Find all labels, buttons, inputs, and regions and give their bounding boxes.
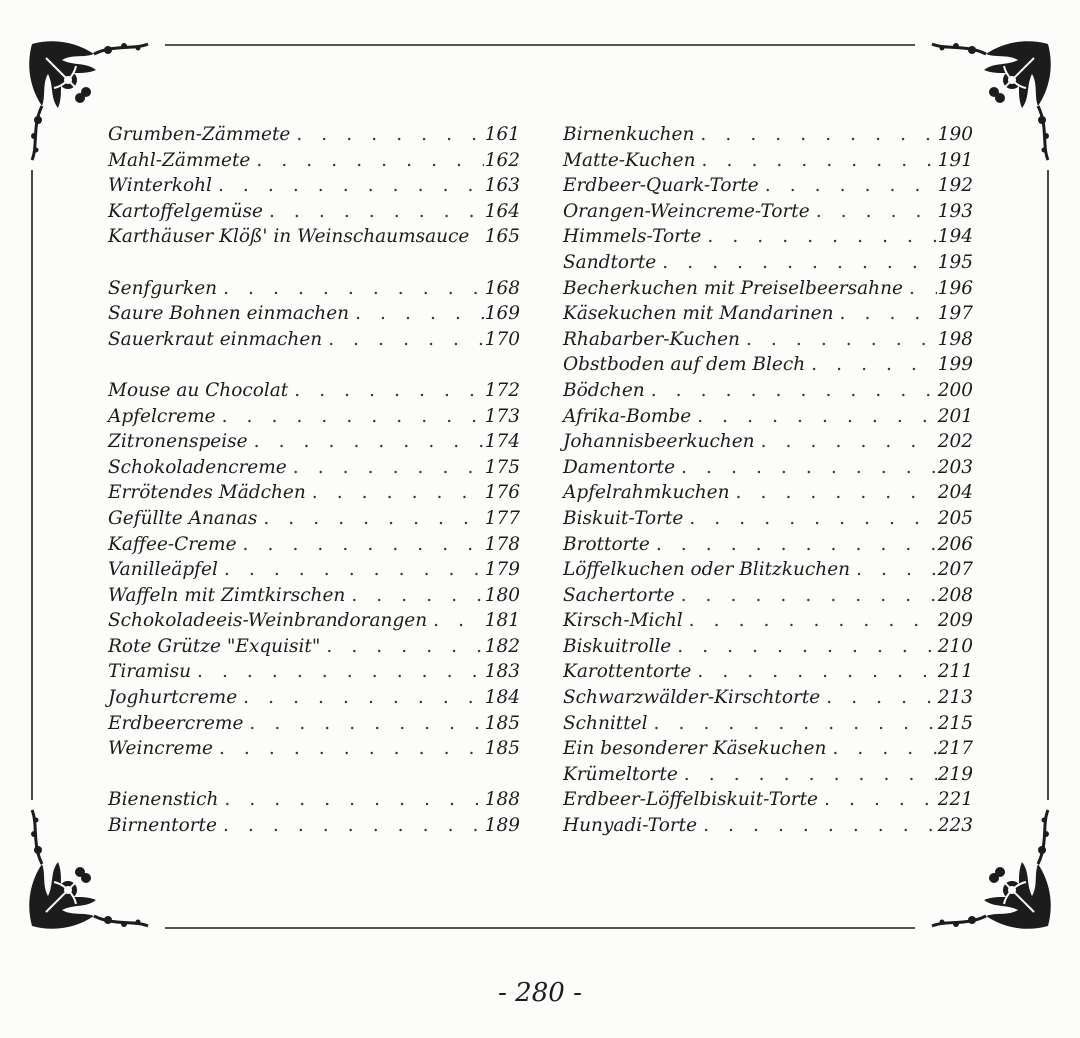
entry-page: 215 [937, 712, 973, 734]
entry-title: Hunyadi-Torte [563, 815, 698, 837]
toc-entry [108, 173, 520, 199]
entry-title: Vanilleäpfel [108, 559, 218, 581]
toc-entry [108, 583, 520, 609]
dot-leader [217, 276, 484, 302]
dot-leader [213, 736, 484, 762]
toc-entry [108, 532, 520, 558]
entry-title: Apfelcreme [108, 405, 216, 427]
entry-page: 203 [937, 456, 973, 478]
toc-entry [563, 429, 973, 455]
entry-title: Brottorte [563, 533, 650, 555]
toc-entry [563, 148, 973, 174]
dot-leader [212, 173, 484, 199]
entry-title: Erdbeercreme [108, 712, 244, 734]
dot-leader [675, 455, 937, 481]
entry-page: 200 [937, 379, 973, 401]
entry-title: Sauerkraut einmachen [108, 328, 323, 350]
entry-page: 169 [484, 303, 520, 325]
entry-page: 210 [937, 635, 973, 657]
dot-leader [345, 583, 484, 609]
entry-page: 174 [484, 431, 520, 453]
entry-page: 202 [937, 431, 973, 453]
entry-title: Johannisbeerkuchen [563, 431, 755, 453]
toc-entry [108, 276, 520, 302]
dot-leader [759, 173, 937, 199]
dot-leader [696, 148, 937, 174]
toc-entry [563, 762, 973, 788]
entry-title: Sandtorte [563, 251, 657, 273]
entry-title: Mahl-Zämmete [108, 149, 251, 171]
dot-leader [243, 711, 484, 737]
entry-page: 176 [484, 482, 520, 504]
entry-page: 221 [937, 789, 973, 811]
entry-title: Krümeltorte [563, 763, 678, 785]
entry-title: Biskuitrolle [563, 635, 672, 657]
entry-title: Joghurtcreme [108, 687, 238, 709]
entry-page: 173 [484, 405, 520, 427]
dot-leader [648, 711, 937, 737]
entry-title: Obstboden auf dem Blech [563, 354, 806, 376]
entry-title: Schnittel [563, 712, 648, 734]
entry-page: 189 [484, 815, 520, 837]
entry-page: 195 [937, 251, 973, 273]
entry-title: Matte-Kuchen [563, 149, 696, 171]
toc-entry [563, 659, 973, 685]
entry-page: 163 [484, 175, 520, 197]
entry-title: Senfgurken [108, 277, 218, 299]
toc-entry [563, 608, 973, 634]
section-gap [108, 762, 520, 788]
toc-entry [563, 506, 973, 532]
entry-title: Rote Grütze "Exquisit" [108, 635, 321, 657]
entry-title: Bienenstich [108, 789, 219, 811]
toc-entry [108, 659, 520, 685]
entry-page: 208 [937, 584, 973, 606]
toc-entry [108, 557, 520, 583]
entry-page: 217 [937, 738, 973, 760]
entry-page: 170 [484, 328, 520, 350]
toc-entry [563, 301, 973, 327]
dot-leader [191, 659, 484, 685]
toc-entry [108, 506, 520, 532]
page-number: - 280 - [498, 978, 582, 1008]
entry-page: 207 [937, 559, 973, 581]
entry-page: 172 [484, 379, 520, 401]
entry-title: Kirsch-Michl [563, 610, 683, 632]
entry-page: 211 [937, 661, 973, 683]
entry-title: Birnentorte [108, 815, 217, 837]
entry-page: 180 [484, 584, 520, 606]
entry-page: 196 [937, 277, 973, 299]
entry-page: 213 [937, 687, 973, 709]
entry-page: 206 [937, 533, 973, 555]
entry-page: 185 [484, 738, 520, 760]
dot-leader [427, 608, 484, 634]
entry-page: 161 [484, 124, 520, 145]
entry-title: Gefüllte Ananas [108, 507, 258, 529]
toc-entry [108, 813, 520, 839]
entry-page: 194 [937, 226, 973, 248]
toc-entry [563, 276, 973, 302]
entry-title: Zitronenspeise [108, 431, 248, 453]
dot-leader [322, 327, 484, 353]
entry-title: Himmels-Torte [563, 226, 702, 248]
dot-leader [290, 122, 484, 148]
entry-page: 219 [937, 763, 973, 785]
entry-title: Weincreme [108, 738, 213, 760]
dot-leader [650, 532, 937, 558]
entry-title: Errötendes Mädchen [108, 482, 306, 504]
entry-title: Saure Bohnen einmachen [108, 303, 350, 325]
entry-title: Karthäuser Klöß' in Weinschaumsauce [108, 226, 470, 248]
toc-entry [563, 224, 973, 250]
entry-page: 178 [484, 533, 520, 555]
entry-title: Karottentorte [563, 661, 692, 683]
dot-leader [730, 480, 937, 506]
entry-page: 204 [937, 482, 973, 504]
dot-leader [678, 762, 937, 788]
toc-entry [108, 787, 520, 813]
dot-leader [701, 224, 937, 250]
entry-title: Kaffee-Creme [108, 533, 237, 555]
dot-leader [675, 583, 937, 609]
toc-entry [563, 404, 973, 430]
entry-page: 199 [937, 354, 973, 376]
toc-entry [108, 429, 520, 455]
dot-leader [671, 634, 937, 660]
dot-leader [217, 813, 484, 839]
entry-page: 192 [937, 175, 973, 197]
entry-title: Schwarzwälder-Kirschtorte [563, 687, 821, 709]
toc-entry [563, 480, 973, 506]
toc-entry [563, 455, 973, 481]
toc-entry [108, 378, 520, 404]
dot-leader [850, 557, 937, 583]
dot-leader [287, 455, 484, 481]
toc-entry [108, 199, 520, 225]
entry-title: Damentorte [563, 456, 676, 478]
entry-title: Becherkuchen mit Preiselbeersahne [563, 277, 903, 299]
dot-leader [349, 301, 484, 327]
entry-page: 193 [937, 200, 973, 222]
dot-leader [288, 378, 484, 404]
entry-page: 188 [484, 789, 520, 811]
toc-entry [563, 787, 973, 813]
toc-entry [563, 736, 973, 762]
entry-page: 168 [484, 277, 520, 299]
section-gap [108, 352, 520, 378]
dot-leader [834, 301, 937, 327]
entry-title: Biskuit-Torte [563, 507, 684, 529]
toc-entry [108, 148, 520, 174]
dot-leader [683, 608, 937, 634]
dot-leader [218, 787, 484, 813]
dot-leader [248, 429, 484, 455]
entry-page: 177 [484, 507, 520, 529]
entry-page: 190 [937, 124, 973, 145]
dot-leader [257, 506, 484, 532]
toc-entry [108, 404, 520, 430]
entry-title: Schokoladeeis-Weinbrandorangen [108, 610, 428, 632]
toc-entry [108, 327, 520, 353]
entry-title: Erdbeer-Quark-Torte [563, 175, 759, 197]
entry-page: 179 [484, 559, 520, 581]
entry-title: Löffelkuchen oder Blitzkuchen [563, 559, 851, 581]
dot-leader [683, 506, 937, 532]
entry-title: Apfelrahmkuchen [563, 482, 730, 504]
toc-entry [563, 250, 973, 276]
toc-entry [108, 608, 520, 634]
entry-title: Winterkohl [108, 175, 212, 197]
section-gap [108, 250, 520, 276]
entry-title: Birnenkuchen [563, 124, 695, 145]
entry-page: 201 [937, 405, 973, 427]
entry-title: Kartoffelgemüse [108, 200, 263, 222]
toc-right-column [563, 122, 973, 839]
toc-entry [108, 736, 520, 762]
entry-title: Käsekuchen mit Mandarinen [563, 303, 834, 325]
toc-entry [108, 224, 520, 250]
entry-page: 183 [484, 661, 520, 683]
toc-entry [563, 352, 973, 378]
toc-entry [563, 583, 973, 609]
dot-leader [691, 659, 937, 685]
toc-entry [108, 711, 520, 737]
entry-title: Rhabarber-Kuchen [563, 328, 740, 350]
dot-leader [810, 199, 937, 225]
toc-entry [563, 199, 973, 225]
entry-page: 205 [937, 507, 973, 529]
entry-page: 181 [484, 610, 520, 632]
dot-leader [237, 685, 484, 711]
entry-title: Orangen-Weincreme-Torte [563, 200, 810, 222]
toc-left-column [108, 122, 520, 839]
dot-leader [740, 327, 937, 353]
toc-entry [563, 122, 973, 148]
dot-leader [903, 276, 937, 302]
toc-entry [563, 378, 973, 404]
entry-title: Grumben-Zämmete [108, 124, 291, 145]
dot-leader [697, 813, 937, 839]
toc-entry [108, 634, 520, 660]
entry-page: 198 [937, 328, 973, 350]
dot-leader [805, 352, 937, 378]
entry-title: Erdbeer-Löffelbiskuit-Torte [563, 789, 819, 811]
entry-title: Tiramisu [108, 661, 191, 683]
entry-page: 162 [484, 149, 520, 171]
dot-leader [216, 404, 484, 430]
entry-page: 209 [937, 610, 973, 632]
dot-leader [691, 404, 937, 430]
toc-entry [563, 685, 973, 711]
entry-title: Afrika-Bombe [563, 405, 692, 427]
entry-page: 164 [484, 200, 520, 222]
dot-leader [645, 378, 937, 404]
dot-leader [656, 250, 937, 276]
toc-entry [108, 480, 520, 506]
dot-leader [320, 634, 484, 660]
entry-title: Bödchen [563, 379, 645, 401]
dot-leader [218, 557, 484, 583]
entry-title: Waffeln mit Zimtkirschen [108, 584, 346, 606]
toc-entry [108, 122, 520, 148]
entry-title: Ein besonderer Käsekuchen [563, 738, 827, 760]
dot-leader [306, 480, 484, 506]
entry-page: 185 [484, 712, 520, 734]
toc-entry [563, 173, 973, 199]
entry-page: 165 [484, 226, 520, 248]
toc-entry [108, 301, 520, 327]
toc-entry [563, 634, 973, 660]
entry-page: 223 [937, 815, 973, 837]
dot-leader [818, 787, 937, 813]
toc-entry [108, 685, 520, 711]
entry-page: 197 [937, 303, 973, 325]
toc-entry [563, 557, 973, 583]
dot-leader [694, 122, 937, 148]
entry-title: Schokoladencreme [108, 456, 287, 478]
toc-entry [563, 532, 973, 558]
entry-page: 182 [484, 635, 520, 657]
dot-leader [263, 199, 484, 225]
entry-page: 175 [484, 456, 520, 478]
toc-entry [563, 327, 973, 353]
dot-leader [826, 736, 937, 762]
dot-leader [250, 148, 484, 174]
entry-title: Mouse au Chocolat [108, 379, 289, 401]
entry-page: 184 [484, 687, 520, 709]
dot-leader [820, 685, 937, 711]
toc-entry [108, 455, 520, 481]
dot-leader [237, 532, 484, 558]
toc-entry [563, 813, 973, 839]
entry-title: Sachertorte [563, 584, 675, 606]
dot-leader [755, 429, 937, 455]
toc-entry [563, 711, 973, 737]
entry-page: 191 [937, 149, 973, 171]
